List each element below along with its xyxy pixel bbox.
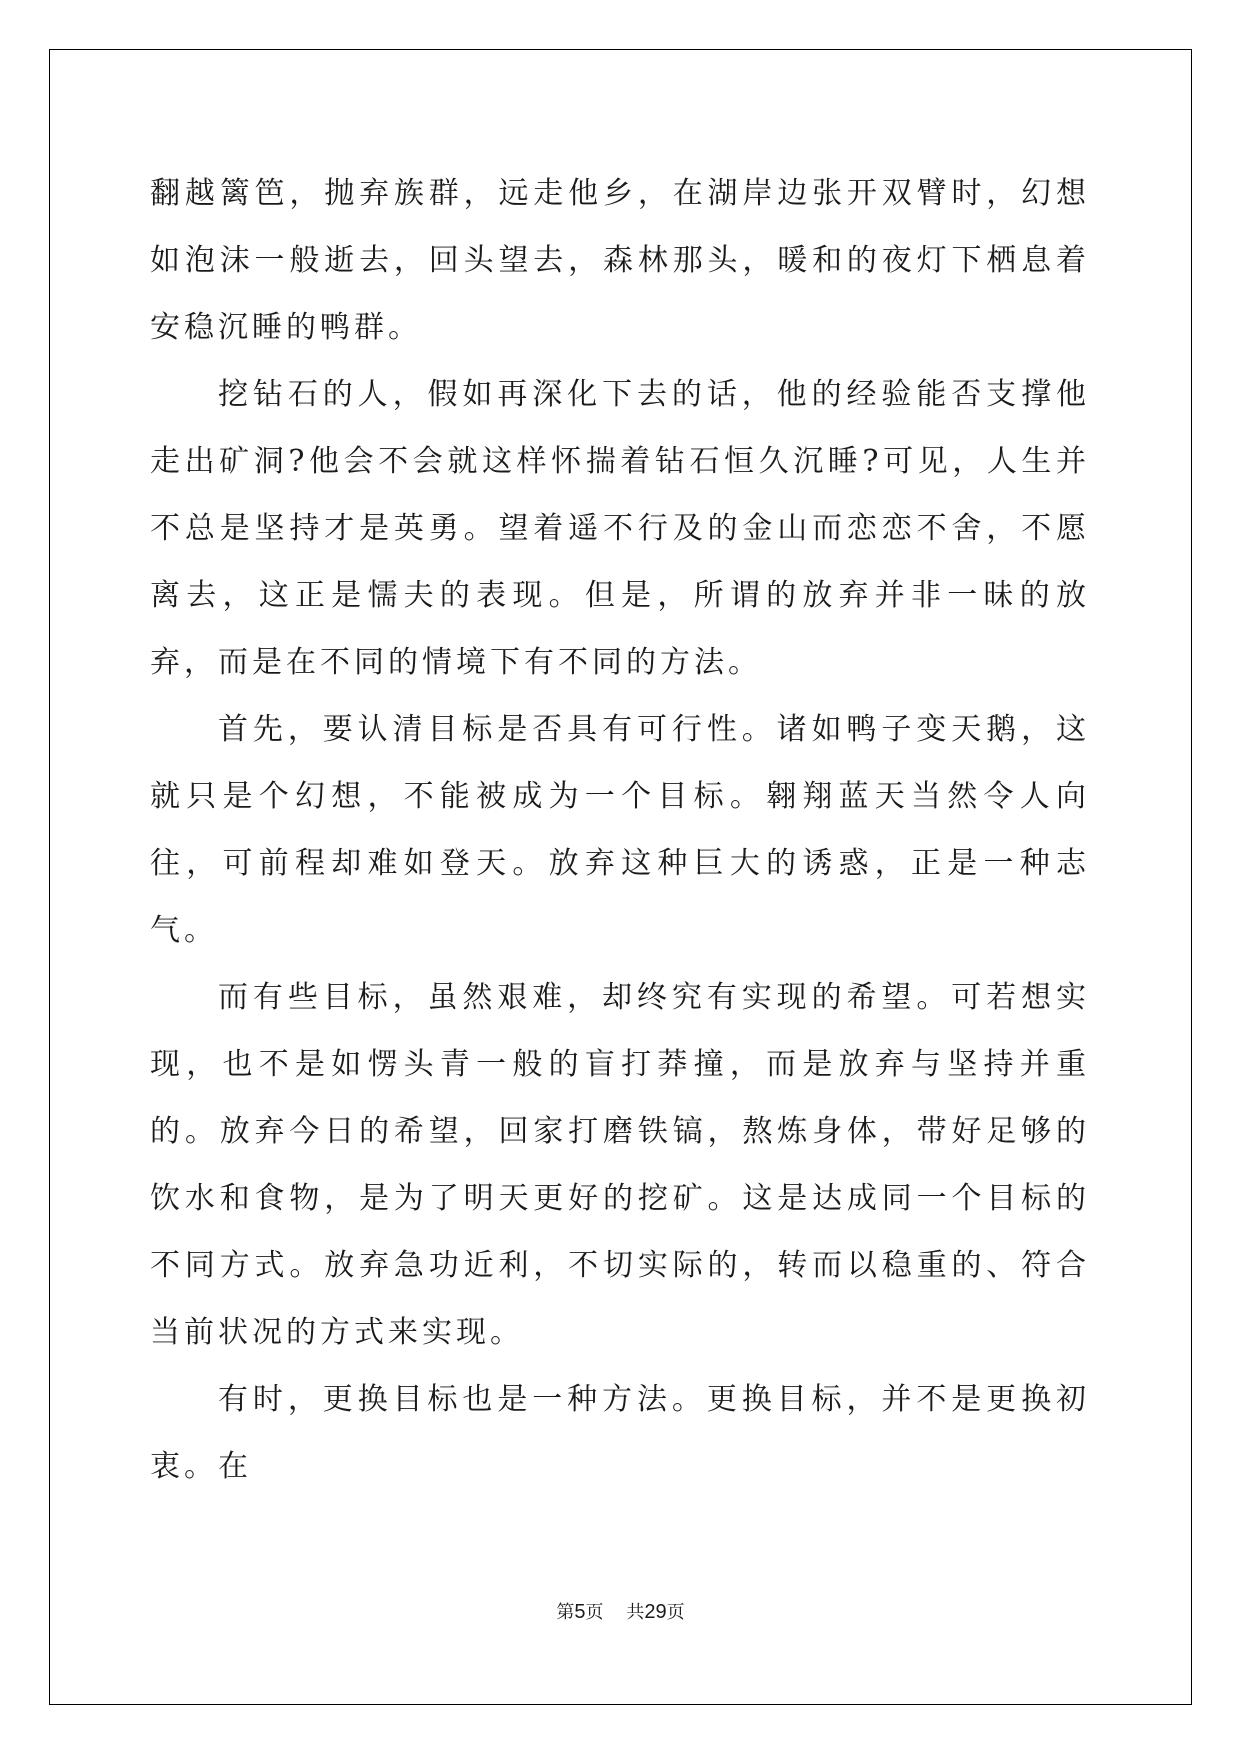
document-body [150, 160, 1090, 1500]
page-footer [0, 1600, 1241, 1625]
total-pages: 29 [644, 1601, 667, 1623]
paragraph-4: 而有些目标，虽然艰难，却终究有实现的希望。可若想实现，也不是如愣头青一般的盲打莽撞，而是放弃与坚持并重的。放弃今日的希望，回家打磨铁镐，熬炼身体，带好足够的饮水和食物，是为了明天更好的挖矿。这是达成同一个目标的不同方式。放弃急功近利，不切实际的，转而以稳重的、符合当前状况的方式来实现。 [150, 980, 1090, 1350]
paragraph-3: 首先，要认清目标是否具有可行性。诸如鸭子变天鹅，这就只是个幻想，不能被成为一个目标。翱翔蓝天当然令人向往，可前程却难如登天。放弃这种巨大的诱惑，正是一种志气。 [150, 712, 1090, 948]
paragraph-5: 有时，更换目标也是一种方法。更换目标，并不是更换初衷。在 [150, 1382, 1090, 1484]
total-suffix: 页 [666, 1602, 685, 1623]
page-prefix: 第 [556, 1602, 575, 1623]
page-number: 5 [574, 1601, 586, 1623]
page-suffix: 页 [585, 1602, 604, 1623]
paragraph-2: 挖钻石的人，假如再深化下去的话，他的经验能否支撑他走出矿洞?他会不会就这样怀揣着钻石恒久沉睡?可见，人生并不总是坚持才是英勇。望着遥不行及的金山而恋恋不舍，不愿离去，这正是懦夫的表现。但是，所谓的放弃并非一昧的放弃，而是在不同的情境下有不同的方法。 [150, 377, 1090, 680]
paragraph-1: 翻越篱笆，抛弃族群，远走他乡，在湖岸边张开双臂时，幻想如泡沫一般逝去，回头望去，森林那头，暖和的夜灯下栖息着安稳沉睡的鸭群。 [150, 176, 1090, 345]
total-prefix: 共 [626, 1602, 645, 1623]
